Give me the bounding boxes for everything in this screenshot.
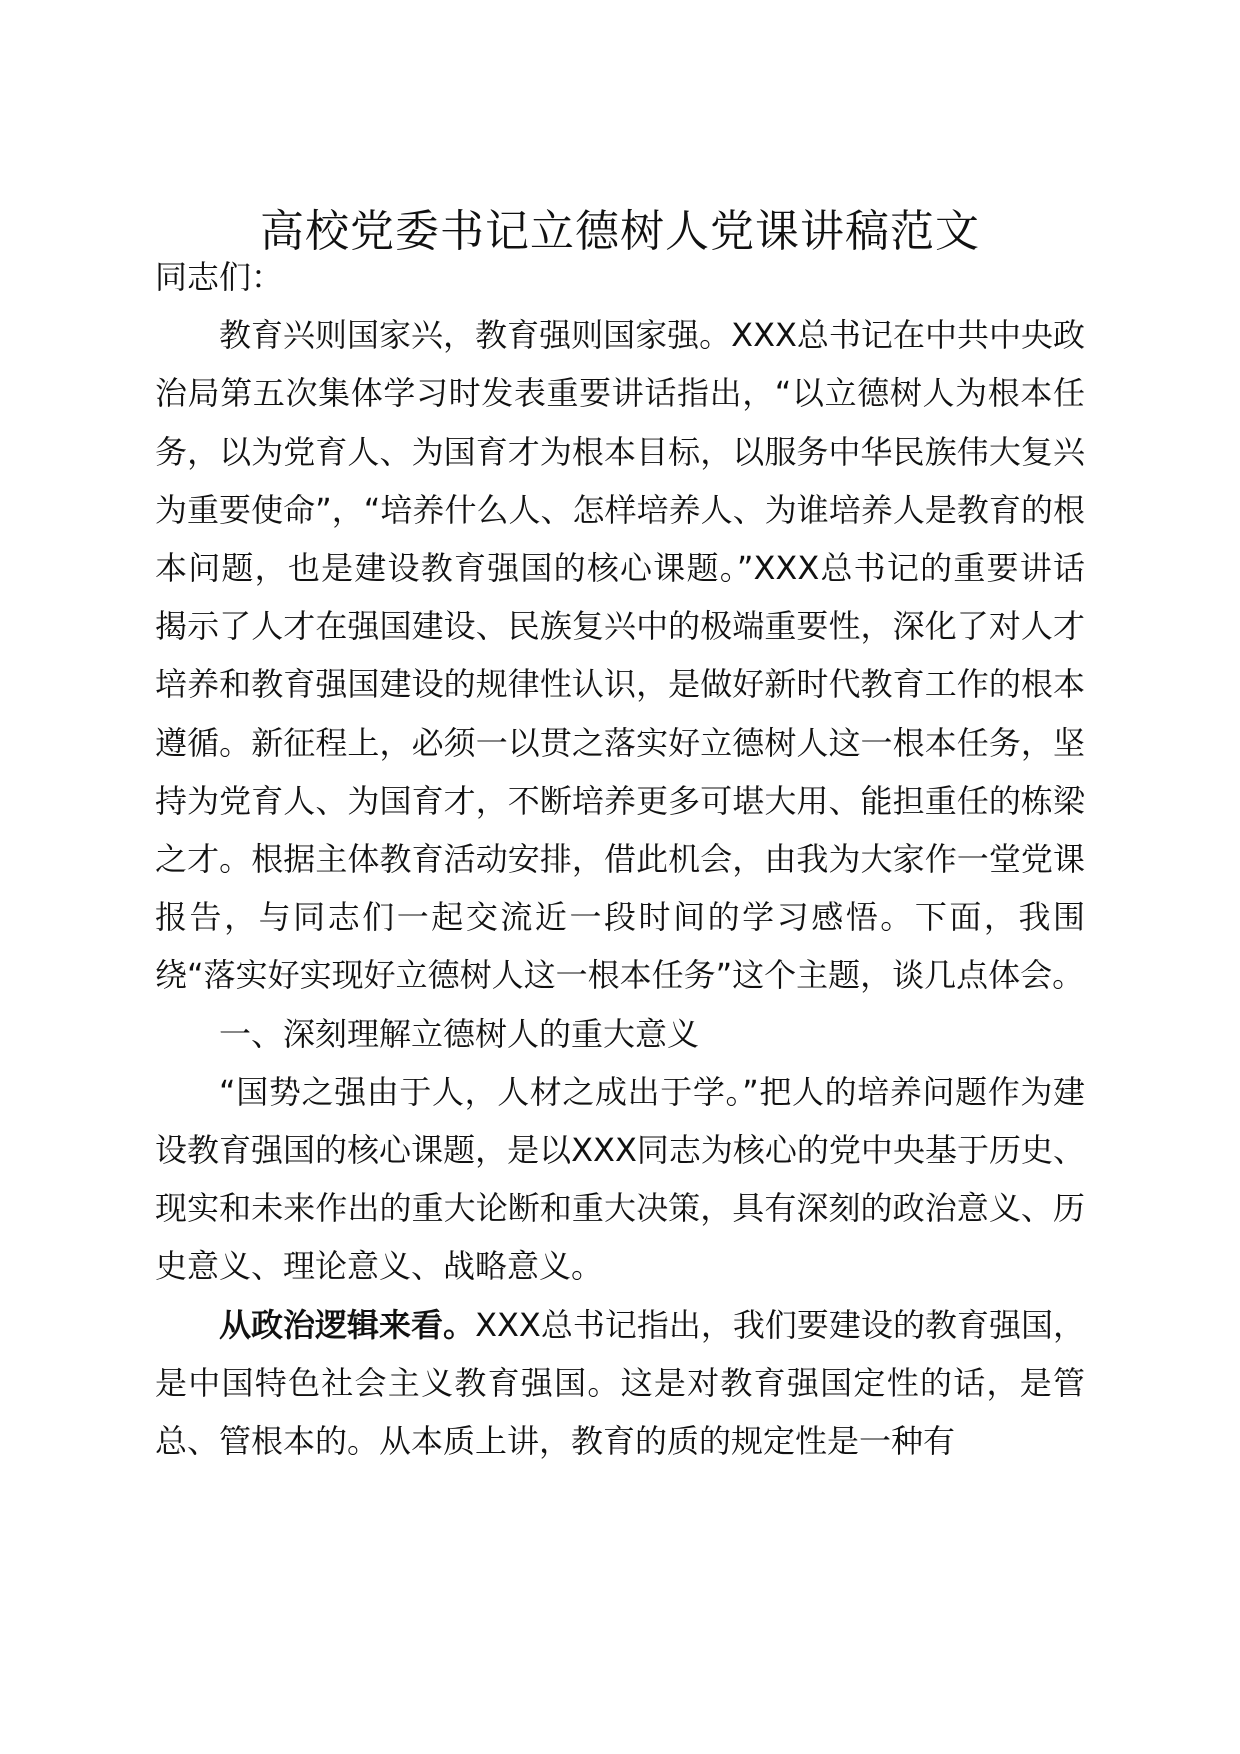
document-body: [155, 248, 1085, 1470]
paragraph-political-logic-text: XXX总书记指出，我们要建设的教育强国，是中国特色社会主义教育强国。这是对教育强国定性的话，是管总、管根本的。从本质上讲，教育的质的规定性是一种有: [155, 1305, 1085, 1461]
salutation: 同志们：: [155, 258, 284, 296]
document-title: 高校党委书记立德树人党课讲稿范文: [260, 206, 980, 257]
paragraph-significance: “国势之强由于人，人材之成出于学。”把人的培养问题作为建设教育强国的核心课题，是以XXX同志为核心的党中央基于历史、现实和未来作出的重大论断和重大决策，具有深刻的政治意义、历史意义、理论意义、战略意义。: [155, 1072, 1085, 1286]
paragraph-lead-bold: 从政治逻辑来看。: [219, 1305, 476, 1344]
paragraph-intro: 教育兴则国家兴，教育强则国家强。XXX总书记在中共中央政治局第五次集体学习时发表重要讲话指出，“以立德树人为根本任务，以为党育人、为国育才为根本目标，以服务中华民族伟大复兴为重要使命”，“培养什么人、怎样培养人、为谁培养人是教育的根本问题，也是建设教育强国的核心课题。”XXX总书记的重要讲话揭示了人才在强国建设、民族复兴中的极端重要性，深化了对人才培养和教育强国建设的规律性认识，是做好新时代教育工作的根本遵循。新征程上，必须一以贯之落实好立德树人这一根本任务，坚持为党育人、为国育才，不断培养更多可堪大用、能担重任的栋梁之才。根据主体教育活动安排，借此机会，由我为大家作一堂党课报告，与同志们一起交流近一段时间的学习感悟。下面，我围绕“落实好实现好立德树人这一根本任务”这个主题，谈几点体会。: [155, 316, 1085, 995]
section-heading-1: 一、深刻理解立德树人的重大意义: [219, 1014, 700, 1053]
paragraph-political-logic: [155, 1296, 1085, 1471]
